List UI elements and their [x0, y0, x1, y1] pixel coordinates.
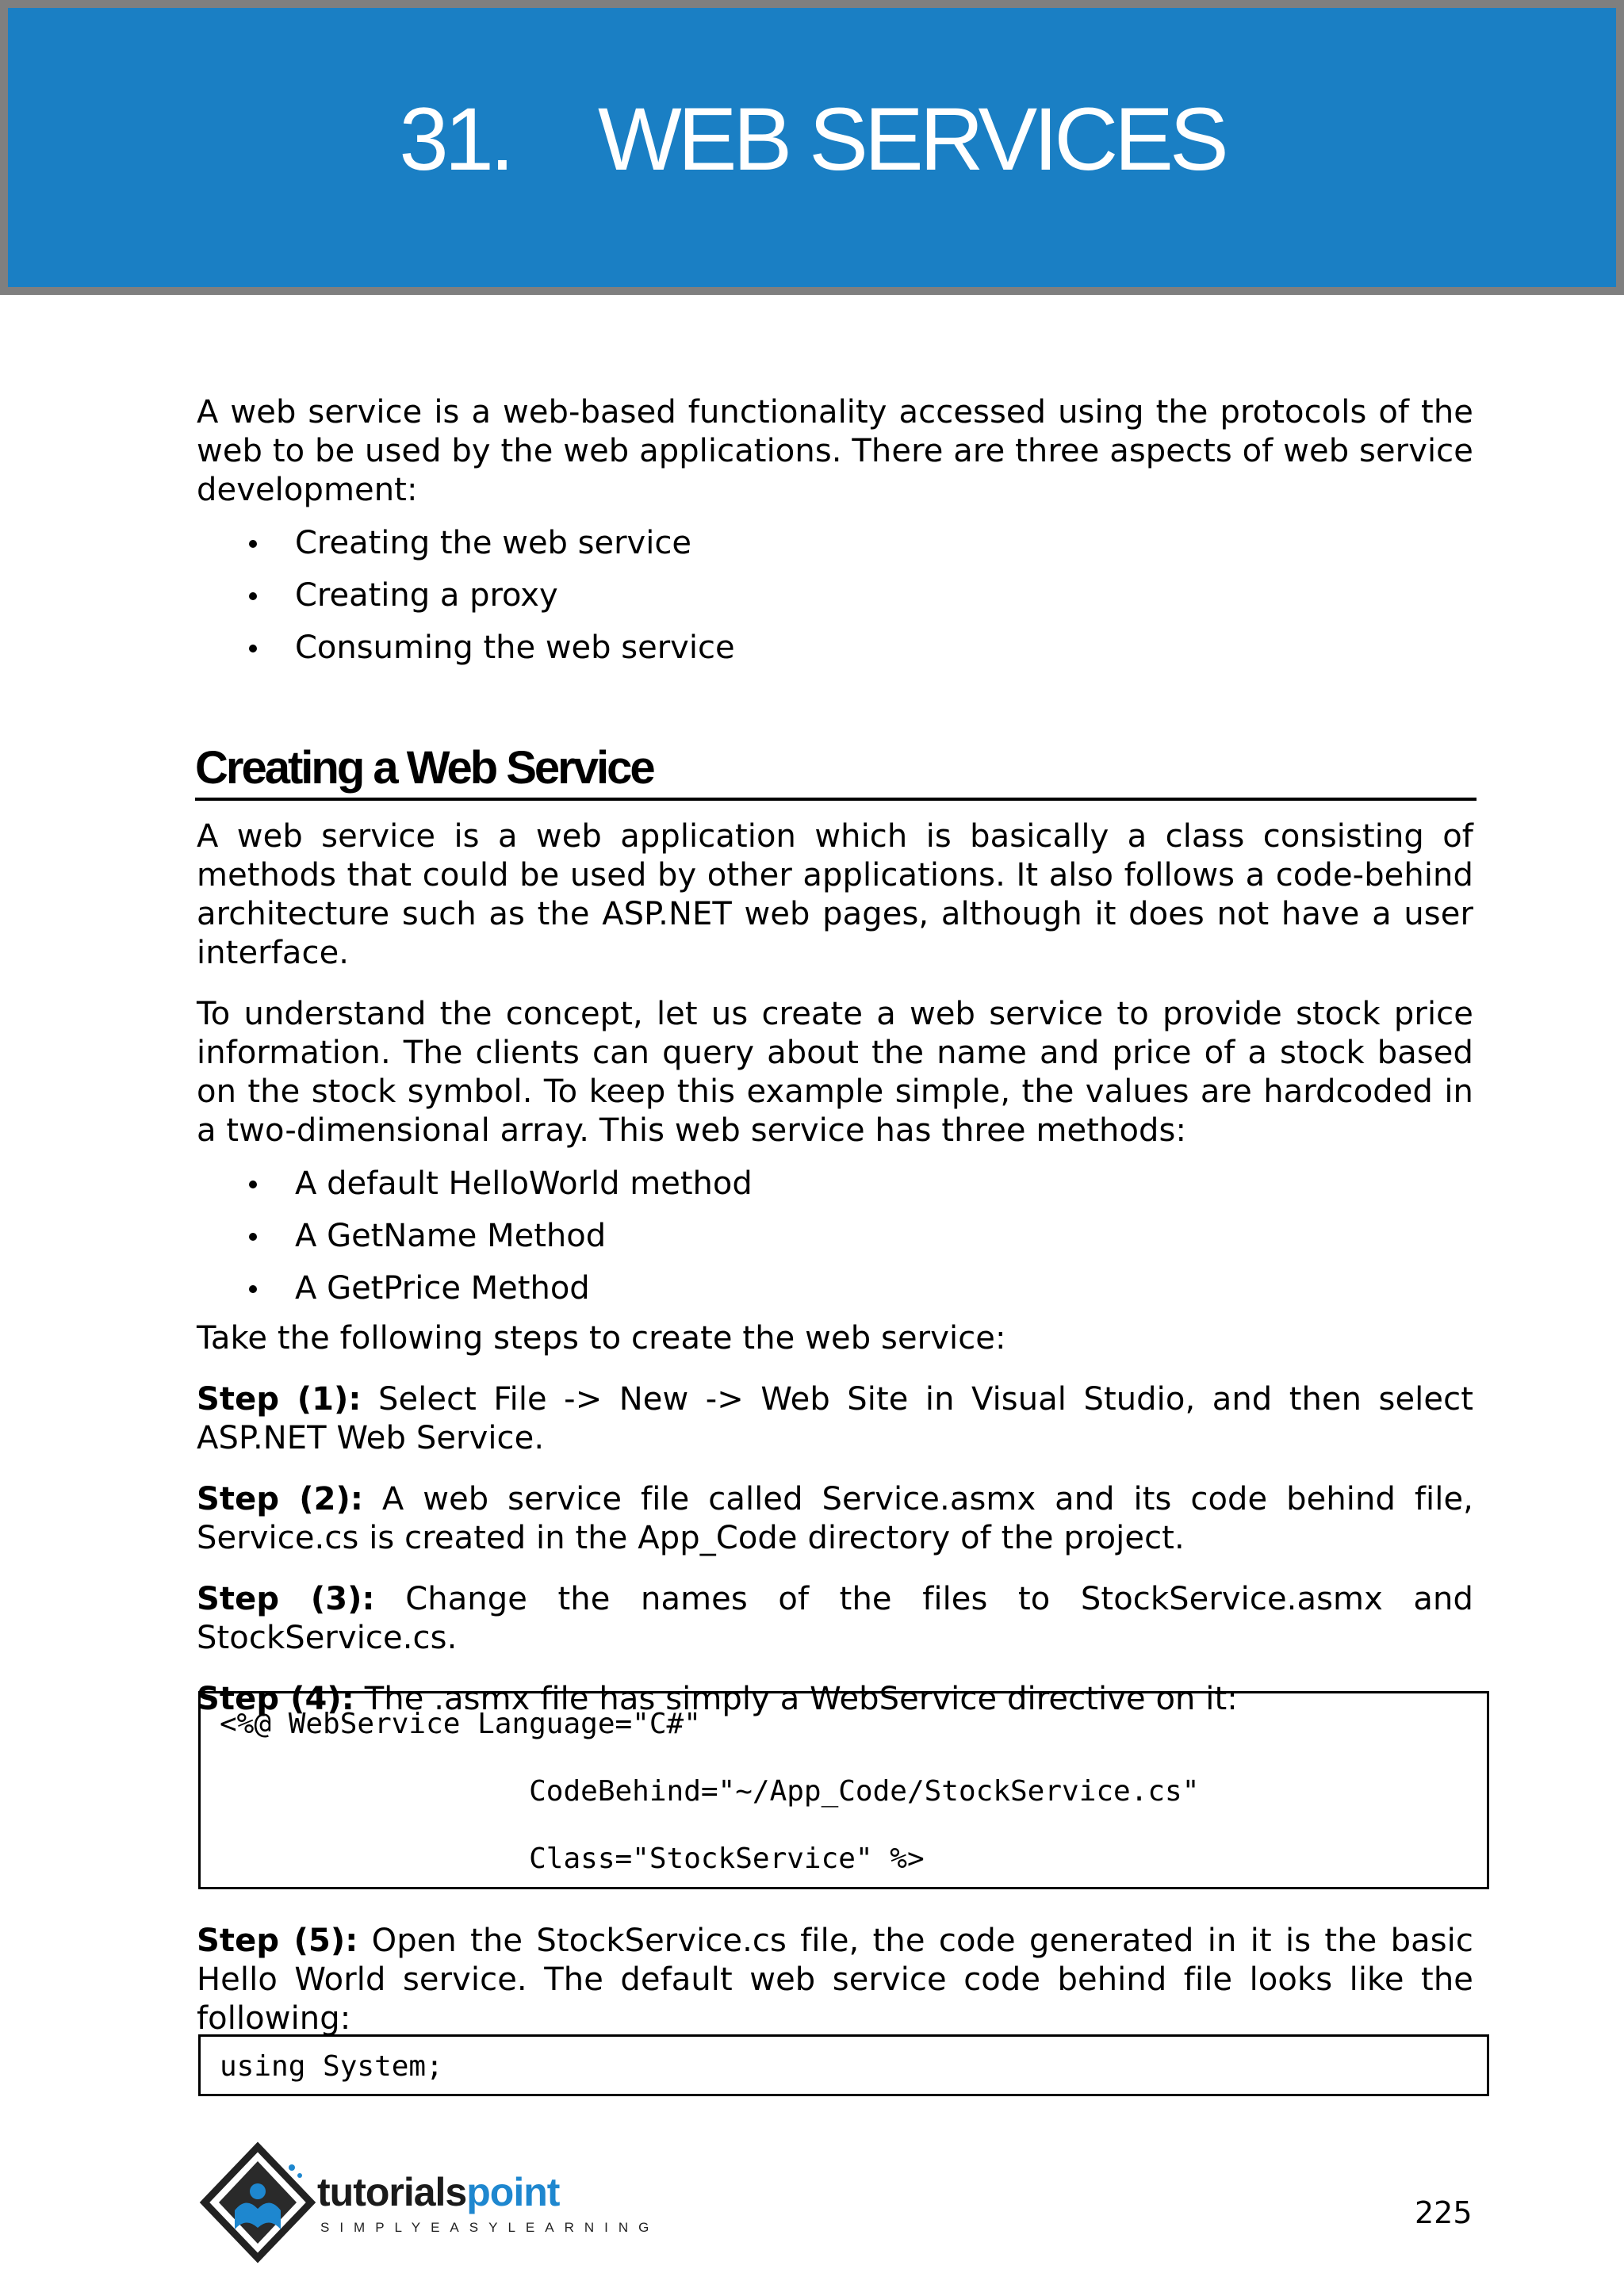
section-body — [197, 817, 1473, 1719]
chapter-number: 31. — [399, 90, 511, 189]
logo-wordmark: tutorialspoint — [317, 2170, 560, 2214]
step-3: Step (3): Change the names of the files to StockService.asmx and StockService.cs. — [197, 1581, 1473, 1656]
code-line: <%@ WebService Language="C#" — [220, 1708, 701, 1740]
tutorialspoint-logo — [198, 2141, 660, 2267]
step-label: Step (3): — [197, 1581, 375, 1617]
step-4: Step (4): The .asmx file has simply a WebService directive on it: — [197, 1681, 1238, 1717]
list-item: Consuming the web service — [197, 622, 1473, 674]
section-heading: Creating a Web Service — [195, 740, 1477, 801]
code-block-asmx — [198, 1691, 1489, 1889]
chapter-title-text: WEB SERVICES — [598, 90, 1225, 189]
bullet-icon — [249, 1181, 257, 1188]
section-paragraph-2: To understand the concept, let us create a web service to provide stock price information. The clients can query about the name and price of a stock based on the stock symbol. To keep this example simple, the values are hardcoded in a two-dimensional array. This web service has three methods: — [197, 996, 1473, 1149]
step-5: Step (5): Open the StockService.cs file, the code generated in it is the basic Hello World service. The default web service code behind file looks like the following: — [197, 1923, 1473, 2037]
intro-paragraph: A web service is a web-based functionality accessed using the protocols of the web to be used by the web applications. There are three aspects of web service development: — [197, 394, 1473, 508]
step-5-block — [197, 1922, 1473, 2038]
code-line: Class="StockService" %> — [220, 1843, 925, 1875]
code-line: using System; — [220, 2050, 443, 2083]
chapter-banner — [0, 0, 1624, 295]
list-item: A GetName Method — [197, 1210, 1473, 1262]
intro-section — [197, 393, 1473, 674]
step-2: Step (2): A web service file called Service.asmx and its code behind file, Service.cs is created in the App_Code directory of the project. — [197, 1481, 1473, 1556]
steps-intro: Take the following steps to create the web service: — [197, 1320, 1006, 1357]
code-line: CodeBehind="~/App_Code/StockService.cs" — [220, 1775, 1200, 1808]
chapter-title — [8, 90, 1616, 189]
list-item: Creating a proxy — [197, 569, 1473, 622]
logo-tagline: SIMPLYEASYLEARNING — [320, 2220, 660, 2235]
list-item: Creating the web service — [197, 517, 1473, 569]
bullet-icon — [249, 1285, 257, 1293]
bullet-icon — [249, 540, 257, 548]
aspects-list — [197, 517, 1473, 674]
step-label: Step (4): — [197, 1681, 354, 1717]
step-1: Step (1): Select File -> New -> Web Site in Visual Studio, and then select ASP.NET Web Service. — [197, 1381, 1473, 1456]
logo-book-icon — [198, 2141, 317, 2267]
page-number: 225 — [1415, 2195, 1473, 2230]
step-label: Step (1): — [197, 1381, 362, 1418]
methods-list — [197, 1158, 1473, 1314]
section-paragraph-1: A web service is a web application which is basically a class consisting of methods that could be used by other applications. It also follows a code-behind architecture such as the ASP.NET web pages, although it does not have a user interface. — [197, 818, 1473, 971]
list-item: A GetPrice Method — [197, 1262, 1473, 1314]
bullet-icon — [249, 645, 257, 652]
step-label: Step (5): — [197, 1923, 358, 1959]
code-block-cs — [198, 2034, 1489, 2096]
bullet-icon — [249, 592, 257, 600]
bullet-icon — [249, 1233, 257, 1241]
step-label: Step (2): — [197, 1481, 363, 1517]
list-item: A default HelloWorld method — [197, 1158, 1473, 1210]
